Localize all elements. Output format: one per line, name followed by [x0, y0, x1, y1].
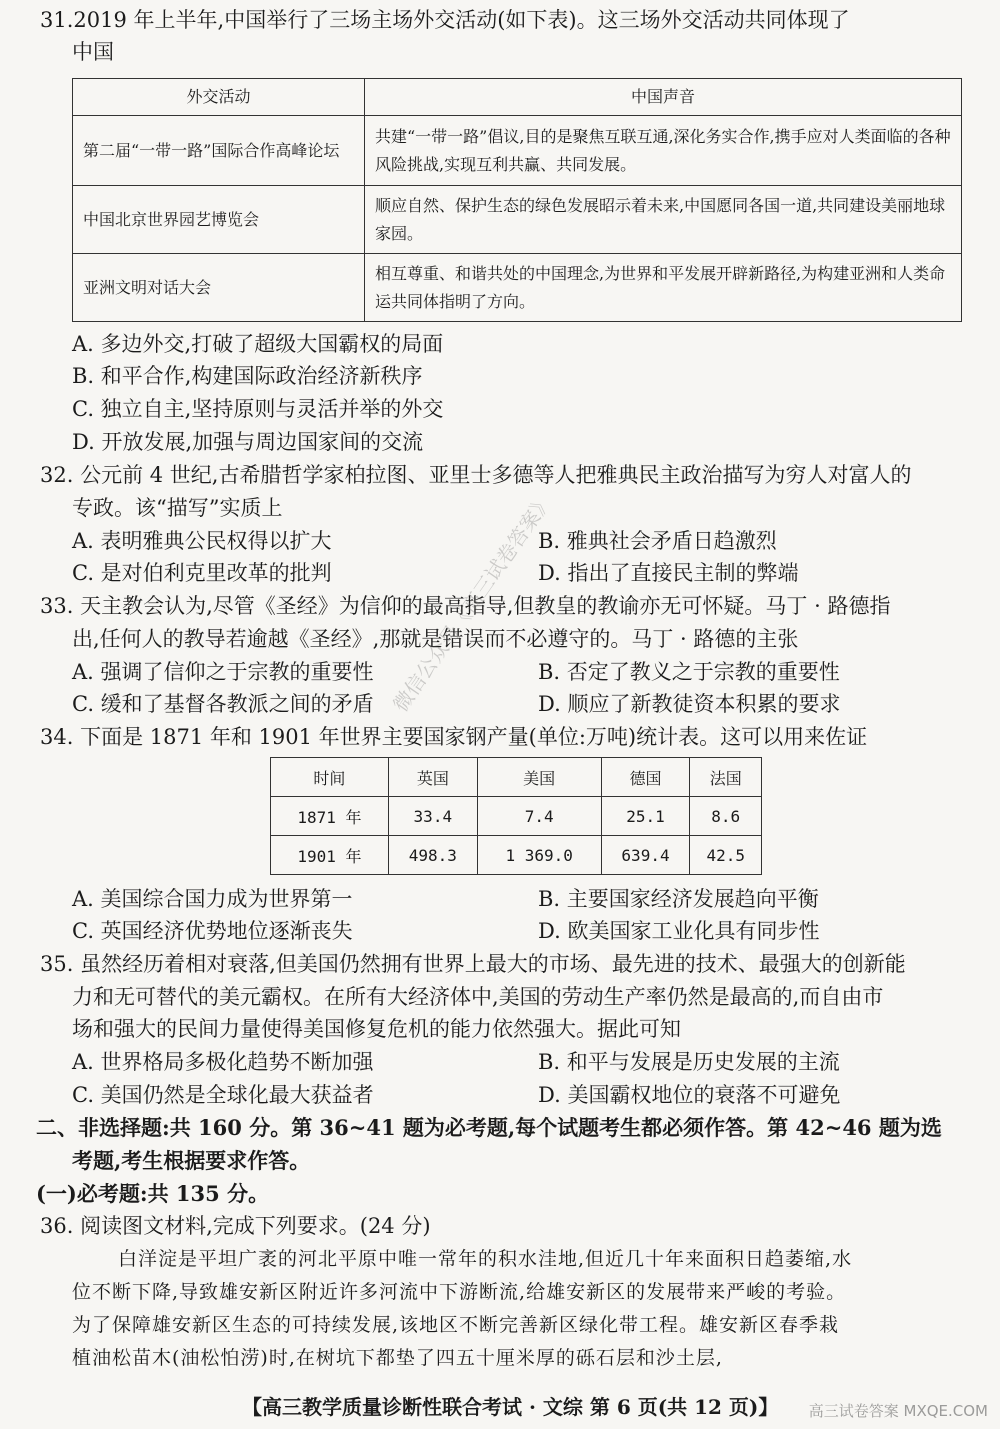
- q31-option-c[interactable]: C. 独立自主,坚持原则与灵活并举的外交: [72, 397, 444, 421]
- table-cell: 42.5: [690, 836, 762, 875]
- q34-option-c[interactable]: C. 英国经济优势地位逐渐丧失: [72, 919, 353, 943]
- table-cell: 7.4: [477, 797, 601, 836]
- table-header-voice: 中国声音: [365, 79, 962, 116]
- q31-option-d[interactable]: D. 开放发展,加强与周边国家间的交流: [72, 430, 424, 454]
- q33-stem-line2: 出,任何人的教导若逾越《圣经》,那就是错误而不必遵守的。马丁 · 路德的主张: [72, 627, 799, 651]
- q34-stem-line1: 34. 下面是 1871 年和 1901 年世界主要国家钢产量(单位:万吨)统计表。这可以用来佐证: [40, 725, 868, 749]
- table-header: 美国: [477, 758, 601, 797]
- table-header: 法国: [690, 758, 762, 797]
- diplomacy-table: [72, 78, 962, 322]
- site-logo: 高三试卷答案 MXQE.COM: [808, 1402, 988, 1420]
- table-cell: 1901 年: [271, 836, 389, 875]
- q33-stem-line1: 33. 天主教会认为,尽管《圣经》为信仰的最高指导,但教皇的教谕亦无可怀疑。马丁 · 路德指: [40, 594, 891, 618]
- q33-option-d[interactable]: D. 顺应了新教徒资本积累的要求: [538, 692, 841, 716]
- table-cell-activity: 亚洲文明对话大会: [73, 254, 365, 322]
- table-cell: 25.1: [601, 797, 690, 836]
- table-row: [271, 836, 762, 875]
- q33-option-b[interactable]: B. 否定了教义之于宗教的重要性: [538, 660, 840, 684]
- steel-output-table: [270, 757, 762, 875]
- q35-option-c[interactable]: C. 美国仍然是全球化最大获益者: [72, 1083, 374, 1107]
- q32-stem-line1: 32. 公元前 4 世纪,古希腊哲学家柏拉图、亚里士多德等人把雅典民主政治描写为穷人对富人的: [40, 463, 912, 487]
- q32-option-b[interactable]: B. 雅典社会矛盾日趋激烈: [538, 529, 777, 553]
- q34-option-a[interactable]: A. 美国综合国力成为世界第一: [72, 887, 353, 911]
- q31-option-a[interactable]: A. 多边外交,打破了超级大国霸权的局面: [72, 332, 444, 356]
- q35-stem-line1: 35. 虽然经历着相对衰落,但美国仍然拥有世界上最大的市场、最先进的技术、最强大的创新能: [40, 952, 906, 976]
- table-cell: 8.6: [690, 797, 762, 836]
- table-cell-activity: 第二届“一带一路”国际合作高峰论坛: [73, 116, 365, 186]
- q32-option-c[interactable]: C. 是对伯利克里改革的批判: [72, 561, 332, 585]
- page-footer: 【高三教学质量诊断性联合考试 · 文综 第 6 页(共 12 页)】: [242, 1395, 779, 1419]
- table-row: [73, 186, 962, 254]
- q36-para-line4: 植油松苗木(油松怕涝)时,在树坑下都垫了四五十厘米厚的砾石层和沙土层,: [72, 1347, 723, 1369]
- q35-option-b[interactable]: B. 和平与发展是历史发展的主流: [538, 1050, 840, 1074]
- table-cell-activity: 中国北京世界园艺博览会: [73, 186, 365, 254]
- table-row: [73, 254, 962, 322]
- table-cell: 33.4: [388, 797, 477, 836]
- table-cell: 1 369.0: [477, 836, 601, 875]
- q31-stem-line2: 中国: [72, 40, 114, 64]
- section2-subheading: (一)必考题:共 135 分。: [36, 1181, 270, 1206]
- watermark: 微信公众号《高三试卷答案》: [388, 489, 558, 717]
- table-cell-voice: 共建“一带一路”倡议,目的是聚焦互联互通,深化务实合作,携手应对人类面临的各种风险挑战,实现互利共赢、共同发展。: [365, 116, 962, 186]
- q31-stem-line1: 31.2019 年上半年,中国举行了三场主场外交活动(如下表)。这三场外交活动共同体现了: [40, 8, 850, 32]
- q35-option-d[interactable]: D. 美国霸权地位的衰落不可避免: [538, 1083, 841, 1107]
- q35-stem-line3: 场和强大的民间力量使得美国修复危机的能力依然强大。据此可知: [72, 1017, 681, 1041]
- q35-option-a[interactable]: A. 世界格局多极化趋势不断加强: [72, 1050, 374, 1074]
- section2-heading-line2: 考题,考生根据要求作答。: [72, 1148, 311, 1173]
- table-header: 英国: [388, 758, 477, 797]
- table-header: 时间: [271, 758, 389, 797]
- table-header-activity: 外交活动: [73, 79, 365, 116]
- q32-option-a[interactable]: A. 表明雅典公民权得以扩大: [72, 529, 332, 553]
- table-row: [271, 797, 762, 836]
- q36-para-line2: 位不断下降,导致雄安新区附近许多河流中下游断流,给雄安新区的发展带来严峻的考验。: [72, 1281, 847, 1303]
- table-cell-voice: 相互尊重、和谐共处的中国理念,为世界和平发展开辟新路径,为构建亚洲和人类命运共同体指明了方向。: [365, 254, 962, 322]
- q31-option-b[interactable]: B. 和平合作,构建国际政治经济新秩序: [72, 364, 423, 388]
- q36-para-line3: 为了保障雄安新区生态的可持续发展,该地区不断完善新区绿化带工程。雄安新区春季栽: [72, 1314, 840, 1336]
- q36-para-line1: 白洋淀是平坦广袤的河北平原中唯一常年的积水洼地,但近几十年来面积日趋萎缩,水: [118, 1248, 853, 1270]
- q33-option-c[interactable]: C. 缓和了基督各教派之间的矛盾: [72, 692, 374, 716]
- table-cell-voice: 顺应自然、保护生态的绿色发展昭示着未来,中国愿同各国一道,共同建设美丽地球家园。: [365, 186, 962, 254]
- q36-stem: 36. 阅读图文材料,完成下列要求。(24 分): [40, 1214, 431, 1238]
- q32-stem-line2: 专政。该“描写”实质上: [72, 496, 283, 520]
- table-row: [73, 116, 962, 186]
- table-cell: 639.4: [601, 836, 690, 875]
- q35-stem-line2: 力和无可替代的美元霸权。在所有大经济体中,美国的劳动生产率仍然是最高的,而自由市: [72, 985, 884, 1009]
- q32-option-d[interactable]: D. 指出了直接民主制的弊端: [538, 561, 799, 585]
- table-cell: 498.3: [388, 836, 477, 875]
- table-header: 德国: [601, 758, 690, 797]
- q33-option-a[interactable]: A. 强调了信仰之于宗教的重要性: [72, 660, 374, 684]
- table-cell: 1871 年: [271, 797, 389, 836]
- section2-heading-line1: 二、非选择题:共 160 分。第 36~41 题为必考题,每个试题考生都必须作答。第 42~46 题为选: [36, 1115, 942, 1140]
- q34-option-b[interactable]: B. 主要国家经济发展趋向平衡: [538, 887, 819, 911]
- q34-option-d[interactable]: D. 欧美国家工业化具有同步性: [538, 919, 820, 943]
